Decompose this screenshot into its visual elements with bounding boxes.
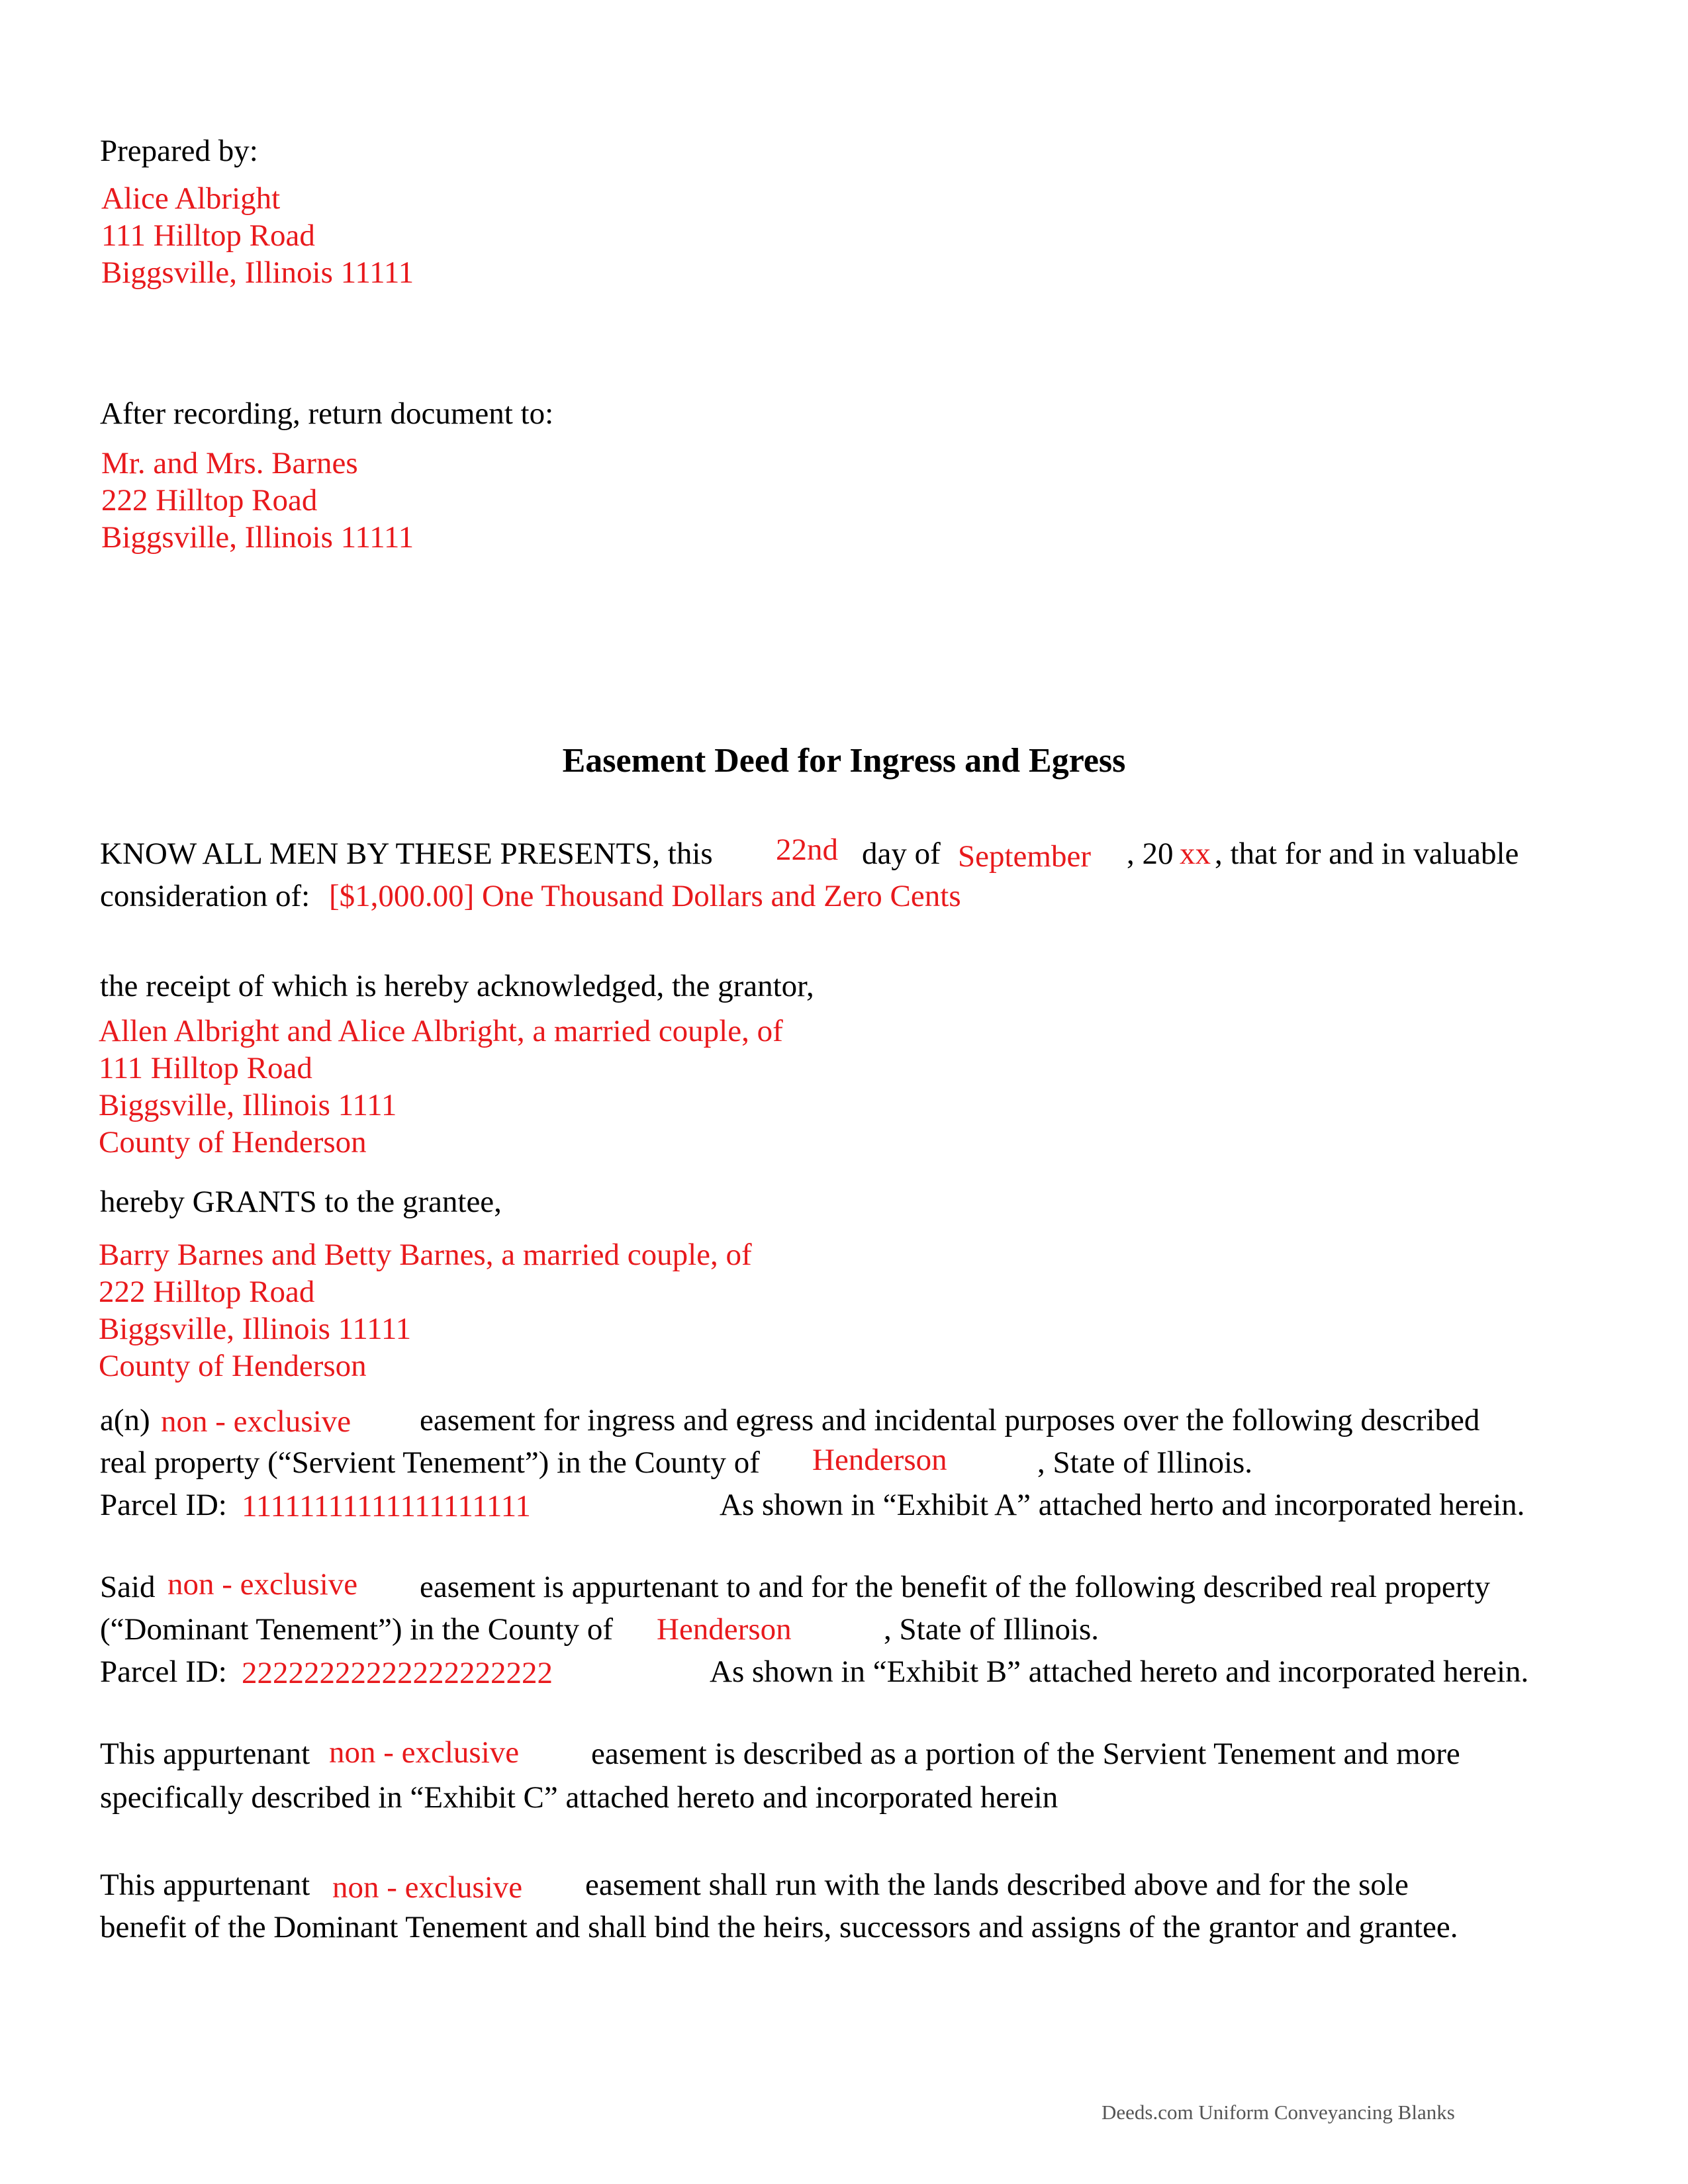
para2-b: easement is appurtenant to and for the benefit of the following described real property	[420, 1570, 1491, 1604]
para1-c: real property (“Servient Tenement”) in the County of	[100, 1445, 760, 1480]
grantor-city: Biggsville, Illinois 1111	[99, 1088, 397, 1122]
intro-text-2: day of	[862, 837, 941, 871]
para2-c: (“Dominant Tenement”) in the County of	[100, 1612, 614, 1647]
para1-easement-type: non - exclusive	[161, 1404, 352, 1439]
intro-text-1: KNOW ALL MEN BY THESE PRESENTS, this	[100, 837, 713, 871]
para2-county: Henderson	[657, 1612, 792, 1647]
return-city: Biggsville, Illinois 11111	[101, 520, 414, 555]
footer-credit: Deeds.com Uniform Conveyancing Blanks	[1102, 2101, 1455, 2124]
para2-easement-type: non - exclusive	[167, 1567, 358, 1602]
para2-parcel-label: Parcel ID:	[100, 1655, 227, 1689]
grantee-label: hereby GRANTS to the grantee,	[100, 1185, 502, 1219]
para3-c: specifically described in “Exhibit C” attached hereto and incorporated herein	[100, 1780, 1058, 1815]
grantee-street: 222 Hilltop Road	[99, 1275, 315, 1309]
consideration-amount: [$1,000.00] One Thousand Dollars and Zero Cents	[329, 879, 961, 913]
para1-d: , State of Illinois.	[1037, 1445, 1253, 1480]
return-name: Mr. and Mrs. Barnes	[101, 446, 358, 480]
para2-a: Said	[100, 1570, 156, 1604]
grantee-names: Barry Barnes and Betty Barnes, a married couple, of	[99, 1238, 752, 1272]
para4-b: easement shall run with the lands described above and for the sole	[585, 1868, 1409, 1902]
para3-easement-type: non - exclusive	[329, 1735, 520, 1770]
intro-day: 22nd	[776, 833, 838, 867]
preparer-city: Biggsville, Illinois 11111	[101, 255, 414, 290]
intro-year: xx	[1180, 837, 1211, 871]
grantee-city: Biggsville, Illinois 11111	[99, 1312, 412, 1346]
para2-exhibit: As shown in “Exhibit B” attached hereto and incorporated herein.	[710, 1655, 1529, 1689]
return-address	[101, 445, 414, 556]
intro-month: September	[958, 839, 1091, 874]
para2-d: , State of Illinois.	[884, 1612, 1100, 1647]
preparer-street: 111 Hilltop Road	[101, 218, 315, 253]
para3-a: This appurtenant	[100, 1737, 310, 1771]
grantor-label: the receipt of which is hereby acknowledged, the grantor,	[100, 969, 814, 1003]
intro-text-3: , 20	[1127, 837, 1174, 871]
para4-a: This appurtenant	[100, 1868, 310, 1902]
preparer-name: Alice Albright	[101, 181, 281, 216]
para1-parcel-id: 11111111111111111111	[242, 1489, 531, 1524]
para2-parcel-id: 22222222222222222222	[242, 1656, 553, 1690]
para1-b: easement for ingress and egress and incidental purposes over the following described	[420, 1403, 1480, 1437]
grantee-block	[99, 1236, 752, 1385]
para1-a: a(n)	[100, 1403, 150, 1437]
return-street: 222 Hilltop Road	[101, 483, 318, 518]
para1-parcel-label: Parcel ID:	[100, 1488, 227, 1522]
para1-county: Henderson	[812, 1443, 947, 1477]
grantor-block	[99, 1013, 783, 1161]
prepared-by-label: Prepared by:	[100, 134, 258, 168]
para1-exhibit: As shown in “Exhibit A” attached herto and incorporated herein.	[720, 1488, 1525, 1522]
para4-c: benefit of the Dominant Tenement and shall bind the heirs, successors and assigns of the grantor and grantee.	[100, 1910, 1458, 1944]
document-title: Easement Deed for Ingress and Egress	[562, 742, 1126, 780]
grantee-county: County of Henderson	[99, 1349, 367, 1383]
preparer-address	[101, 180, 414, 291]
return-to-label: After recording, return document to:	[100, 396, 554, 431]
para3-b: easement is described as a portion of the Servient Tenement and more	[591, 1737, 1460, 1771]
intro-text-5: consideration of:	[100, 879, 310, 913]
para4-easement-type: non - exclusive	[332, 1870, 523, 1905]
intro-text-4: , that for and in valuable	[1215, 837, 1519, 871]
grantor-street: 111 Hilltop Road	[99, 1051, 312, 1085]
grantor-names: Allen Albright and Alice Albright, a married couple, of	[99, 1014, 783, 1048]
grantor-county: County of Henderson	[99, 1125, 367, 1160]
